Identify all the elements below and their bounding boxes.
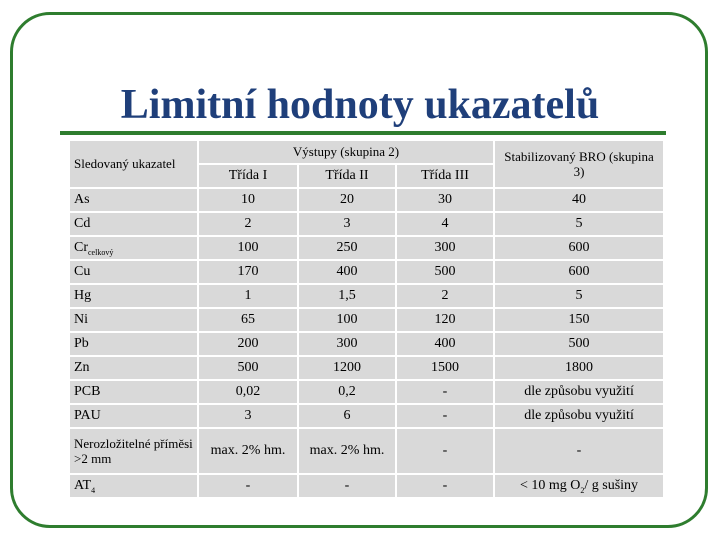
table-body bbox=[70, 188, 664, 498]
stabilized-value: 150 bbox=[494, 308, 664, 332]
class-1-value: 3 bbox=[198, 404, 298, 428]
class-2-value: 1200 bbox=[298, 356, 396, 380]
title-underline bbox=[60, 131, 666, 135]
parameter-name bbox=[70, 212, 198, 236]
class-2-value: 400 bbox=[298, 260, 396, 284]
parameter-label: Pb bbox=[74, 336, 89, 351]
parameter-label: PCB bbox=[74, 384, 101, 399]
stabilized-value: 5 bbox=[494, 284, 664, 308]
class-2-value: 300 bbox=[298, 332, 396, 356]
class-2-value: 100 bbox=[298, 308, 396, 332]
class-1-value: 500 bbox=[198, 356, 298, 380]
class-1-value: 65 bbox=[198, 308, 298, 332]
header-class-3: Třída III bbox=[396, 164, 494, 188]
class-3-value: 30 bbox=[396, 188, 494, 212]
class-1-value: 0,02 bbox=[198, 380, 298, 404]
class-2-value: - bbox=[298, 474, 396, 498]
stabilized-value: 1800 bbox=[494, 356, 664, 380]
parameter-name bbox=[70, 474, 198, 498]
class-1-value: 200 bbox=[198, 332, 298, 356]
stabilized-value: dle způsobu využití bbox=[494, 380, 664, 404]
class-3-value: 1500 bbox=[396, 356, 494, 380]
class-1-value: 10 bbox=[198, 188, 298, 212]
class-1-value: - bbox=[198, 474, 298, 498]
parameter-subscript: celkový bbox=[88, 247, 114, 257]
table-row bbox=[70, 212, 664, 236]
parameter-label: Zn bbox=[74, 360, 90, 375]
class-2-value: 20 bbox=[298, 188, 396, 212]
class-2-value: max. 2% hm. bbox=[298, 428, 396, 474]
stabilized-value-subscript: 2 bbox=[580, 485, 585, 495]
parameter-label: Cd bbox=[74, 216, 91, 231]
class-3-value: - bbox=[396, 428, 494, 474]
table-row bbox=[70, 404, 664, 428]
class-3-value: - bbox=[396, 380, 494, 404]
header-outputs: Výstupy (skupina 2) bbox=[198, 141, 494, 164]
table-row bbox=[70, 356, 664, 380]
header-stabilized: Stabilizovaný BRO (skupina 3) bbox=[494, 141, 664, 188]
parameter-name bbox=[70, 284, 198, 308]
parameter-label: Ni bbox=[74, 312, 88, 327]
table-row bbox=[70, 236, 664, 260]
stabilized-value: - bbox=[494, 428, 664, 474]
parameter-label: Cr bbox=[74, 239, 88, 255]
stabilized-value: 600 bbox=[494, 236, 664, 260]
table-row bbox=[70, 188, 664, 212]
stabilized-value: 500 bbox=[494, 332, 664, 356]
stabilized-value: 600 bbox=[494, 260, 664, 284]
header-row-1 bbox=[70, 141, 664, 164]
stabilized-value: 5 bbox=[494, 212, 664, 236]
class-3-value: 2 bbox=[396, 284, 494, 308]
class-1-value: 170 bbox=[198, 260, 298, 284]
table-row bbox=[70, 428, 664, 474]
slide-title: Limitní hodnoty ukazatelů bbox=[120, 82, 600, 128]
parameter-name bbox=[70, 332, 198, 356]
class-3-value: 400 bbox=[396, 332, 494, 356]
parameter-name bbox=[70, 188, 198, 212]
class-3-value: - bbox=[396, 474, 494, 498]
class-1-value: 2 bbox=[198, 212, 298, 236]
class-2-value: 1,5 bbox=[298, 284, 396, 308]
class-2-value: 250 bbox=[298, 236, 396, 260]
stabilized-value: dle způsobu využití bbox=[494, 404, 664, 428]
class-1-value: max. 2% hm. bbox=[198, 428, 298, 474]
class-3-value: 120 bbox=[396, 308, 494, 332]
parameter-name bbox=[70, 236, 198, 260]
parameter-name bbox=[70, 428, 198, 474]
parameter-label: AT bbox=[74, 477, 92, 493]
parameter-label: As bbox=[74, 192, 90, 207]
parameter-label: PAU bbox=[74, 408, 101, 423]
table-row bbox=[70, 380, 664, 404]
class-3-value: 500 bbox=[396, 260, 494, 284]
table-row bbox=[70, 284, 664, 308]
table-row bbox=[70, 474, 664, 498]
table-row bbox=[70, 260, 664, 284]
parameter-label: Hg bbox=[74, 288, 92, 303]
class-1-value: 100 bbox=[198, 236, 298, 260]
parameter-label: Cu bbox=[74, 264, 91, 279]
parameter-name bbox=[70, 308, 198, 332]
parameter-name bbox=[70, 356, 198, 380]
class-2-value: 0,2 bbox=[298, 380, 396, 404]
stabilized-value: 40 bbox=[494, 188, 664, 212]
header-class-1: Třída I bbox=[198, 164, 298, 188]
class-3-value: - bbox=[396, 404, 494, 428]
parameter-name bbox=[70, 260, 198, 284]
class-2-value: 3 bbox=[298, 212, 396, 236]
parameter-name bbox=[70, 380, 198, 404]
class-3-value: 4 bbox=[396, 212, 494, 236]
stabilized-value-tail: / g sušiny bbox=[584, 477, 639, 493]
limits-table bbox=[70, 141, 665, 499]
parameter-name bbox=[70, 404, 198, 428]
table-row bbox=[70, 308, 664, 332]
table-row bbox=[70, 332, 664, 356]
stabilized-value-text: < 10 mg O bbox=[519, 477, 581, 493]
parameter-label: Nerozložitelné příměsi >2 mm bbox=[74, 436, 193, 466]
class-2-value: 6 bbox=[298, 404, 396, 428]
stabilized-value bbox=[494, 474, 664, 498]
parameter-subscript: 4 bbox=[91, 485, 96, 495]
class-1-value: 1 bbox=[198, 284, 298, 308]
class-3-value: 300 bbox=[396, 236, 494, 260]
header-parameter: Sledovaný ukazatel bbox=[70, 141, 198, 188]
header-class-2: Třída II bbox=[298, 164, 396, 188]
